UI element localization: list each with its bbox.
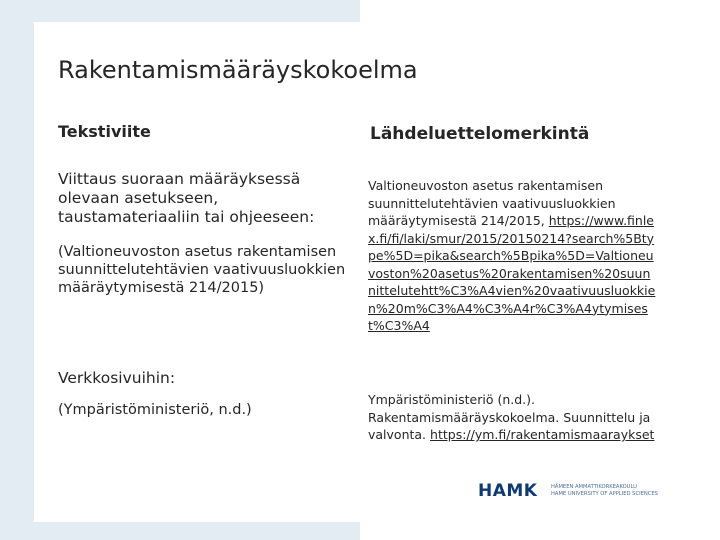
left-column-heading: Tekstiviite (58, 122, 151, 141)
finlex-link[interactable]: https://www.finlex.fi/fi/laki/smur/2015/20150214?search%5Btype%5D=pika&search%5Bpika%5D=Valtioneuvoston%20asetus%20rakentamisen%20suunnittelutehtt%C3%A4vien%20vaativuusluokkien%20m%C3%A4%C3%A4r%C3%A4ytymisest%C3%A4 (368, 213, 656, 333)
reference-entry-ministry (368, 391, 658, 444)
reference-entry-decree (368, 177, 658, 335)
web-label: Verkkosivuihin: (58, 369, 176, 387)
in-text-citation-decree: (Valtioneuvoston asetus rakentamisen suunnittelutehtävien vaativuusluokkien määräytymisestä 214/2015) (58, 244, 346, 296)
right-column-heading: Lähdeluettelomerkintä (370, 124, 590, 144)
reference-text: Ympäristöministeriö (n.d.). Rakentamismääräyskokoelma. Suunnittelu ja valvonta. (368, 392, 651, 442)
ym-link[interactable]: https://ym.fi/rakentamismaaraykset (430, 427, 655, 442)
logo-wordmark: HAMK (478, 481, 538, 501)
reference-text: Valtioneuvoston asetus rakentamisen suunnittelutehtävien vaativuusluokkien määräytymisestä 214/2015, (368, 178, 616, 228)
hamk-logo (478, 481, 658, 503)
lead-paragraph: Viittaus suoraan määräyksessä olevaan asetukseen, taustamateriaaliin tai ohjeeseen: (58, 170, 315, 226)
in-text-citation-ministry: (Ympäristöministeriö, n.d.) (58, 402, 252, 418)
page-title: Rakentamismääräyskokoelma (58, 56, 418, 84)
logo-subtitle: HÄMEEN AMMATTIKORKEAKOULU HAME UNIVERSITY OF APPLIED SCIENCES (551, 484, 658, 497)
